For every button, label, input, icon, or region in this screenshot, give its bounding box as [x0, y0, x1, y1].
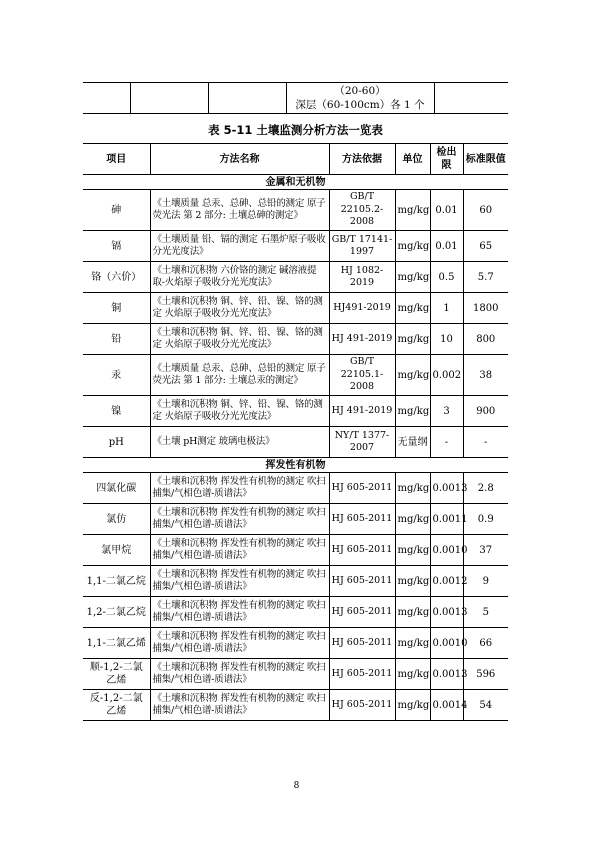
cell-unit: mg/kg	[395, 190, 430, 231]
fragment-line: 深层（60-100cm）各 1 个	[295, 99, 425, 111]
cell-basis: GB/T 17141-1997	[329, 231, 395, 262]
cell-standard-limit: 900	[463, 396, 508, 427]
cell-unit: mg/kg	[395, 293, 430, 324]
table-row	[83, 355, 508, 396]
cell-unit: mg/kg	[395, 690, 430, 721]
cell-detection-limit: 0.5	[430, 262, 463, 293]
cell-unit: mg/kg	[395, 324, 430, 355]
table-row	[83, 427, 508, 458]
cell-detection-limit: 3	[430, 396, 463, 427]
table-row	[83, 324, 508, 355]
fragment-cell	[434, 83, 508, 114]
cell-method: 《土壤和沉积物 挥发性有机物的测定 吹扫捕集/气相色谱-质谱法》	[150, 597, 329, 628]
table-row	[83, 190, 508, 231]
cell-standard-limit: 66	[463, 628, 508, 659]
table-row	[83, 262, 508, 293]
cell-method: 《土壤和沉积物 挥发性有机物的测定 吹扫捕集/气相色谱-质谱法》	[150, 535, 329, 566]
cell-method: 《土壤 pH测定 玻璃电极法》	[150, 427, 329, 458]
cell-method: 《土壤和沉积物 铜、锌、铅、镍、铬的测定 火焰原子吸收分光光度法》	[150, 293, 329, 324]
cell-detection-limit: 0.0010	[430, 535, 463, 566]
cell-detection-limit: 0.0013	[430, 473, 463, 504]
cell-basis: HJ 605-2011	[329, 473, 395, 504]
cell-method: 《土壤质量 总汞、总砷、总铅的测定 原子荧光法 第 2 部分: 土壤总砷的测定》	[150, 190, 329, 231]
fragment-line: （20-60）	[334, 85, 386, 97]
soil-analysis-method-table	[83, 143, 508, 721]
cell-unit: mg/kg	[395, 535, 430, 566]
cell-method: 《土壤和沉积物 挥发性有机物的测定 吹扫捕集/气相色谱-质谱法》	[150, 566, 329, 597]
cell-method: 《土壤和沉积物 挥发性有机物的测定 吹扫捕集/气相色谱-质谱法》	[150, 504, 329, 535]
cell-basis: HJ491-2019	[329, 293, 395, 324]
table-row	[83, 535, 508, 566]
cell-item: 1,1-二氯乙烯	[83, 628, 150, 659]
table-row	[83, 473, 508, 504]
cell-detection-limit: 10	[430, 324, 463, 355]
cell-method: 《土壤和沉积物 挥发性有机物的测定 吹扫捕集/气相色谱-质谱法》	[150, 690, 329, 721]
cell-item: 1,1-二氯乙烷	[83, 566, 150, 597]
cell-method: 《土壤和沉积物 挥发性有机物的测定 吹扫捕集/气相色谱-质谱法》	[150, 628, 329, 659]
cell-standard-limit: 5.7	[463, 262, 508, 293]
cell-detection-limit: 0.0013	[430, 597, 463, 628]
header-unit: 单位	[395, 144, 430, 175]
fragment-cell	[83, 83, 130, 114]
cell-basis: HJ 605-2011	[329, 659, 395, 690]
cell-item: 汞	[83, 355, 150, 396]
cell-method: 《土壤和沉积物 挥发性有机物的测定 吹扫捕集/气相色谱-质谱法》	[150, 659, 329, 690]
cell-standard-limit: 0.9	[463, 504, 508, 535]
cell-item: 1,2-二氯乙烷	[83, 597, 150, 628]
header-standard-limit: 标准限值	[463, 144, 508, 175]
cell-basis: HJ 605-2011	[329, 690, 395, 721]
table-row	[83, 659, 508, 690]
cell-detection-limit: 0.01	[430, 190, 463, 231]
cell-basis: NY/T 1377-2007	[329, 427, 395, 458]
table-row	[83, 628, 508, 659]
cell-basis: HJ 491-2019	[329, 396, 395, 427]
fragment-cell	[208, 83, 286, 114]
cell-standard-limit: -	[463, 427, 508, 458]
cell-standard-limit: 9	[463, 566, 508, 597]
cell-unit: mg/kg	[395, 473, 430, 504]
cell-method: 《土壤和沉积物 铜、锌、铅、镍、铬的测定 火焰原子吸收分光光度法》	[150, 396, 329, 427]
table-row	[83, 690, 508, 721]
cell-item: 四氯化碳	[83, 473, 150, 504]
table-header-row	[83, 144, 508, 175]
cell-detection-limit: 0.0011	[430, 504, 463, 535]
cell-method: 《土壤和沉积物 挥发性有机物的测定 吹扫捕集/气相色谱-质谱法》	[150, 473, 329, 504]
cell-standard-limit: 60	[463, 190, 508, 231]
table-caption: 表 5-11 土壤监测分析方法一览表	[208, 123, 383, 137]
section-header-row	[83, 458, 508, 473]
cell-item: 铜	[83, 293, 150, 324]
cell-item: 砷	[83, 190, 150, 231]
section-title: 挥发性有机物	[83, 458, 508, 473]
cell-unit: mg/kg	[395, 597, 430, 628]
cell-item: 镉	[83, 231, 150, 262]
cell-basis: HJ 491-2019	[329, 324, 395, 355]
cell-basis: HJ 605-2011	[329, 566, 395, 597]
cell-detection-limit: 0.0014	[430, 690, 463, 721]
cell-unit: mg/kg	[395, 566, 430, 597]
cell-standard-limit: 5	[463, 597, 508, 628]
cell-basis: HJ 1082-2019	[329, 262, 395, 293]
cell-item: 镍	[83, 396, 150, 427]
cell-basis: GB/T 22105.1-2008	[329, 355, 395, 396]
table-row	[83, 293, 508, 324]
cell-item: 氯仿	[83, 504, 150, 535]
cell-basis: GB/T 22105.2-2008	[329, 190, 395, 231]
cell-basis: HJ 605-2011	[329, 504, 395, 535]
cell-basis: HJ 605-2011	[329, 535, 395, 566]
cell-detection-limit: 0.0012	[430, 566, 463, 597]
cell-item: 反-1,2-二氯乙烯	[83, 690, 150, 721]
cell-method: 《土壤质量 总汞、总砷、总铅的测定 原子荧光法 第 1 部分: 土壤总汞的测定》	[150, 355, 329, 396]
cell-item: 铅	[83, 324, 150, 355]
cell-unit: mg/kg	[395, 231, 430, 262]
cell-method: 《土壤和沉积物 铜、锌、铅、镍、铬的测定 火焰原子吸收分光光度法》	[150, 324, 329, 355]
table-row	[83, 566, 508, 597]
cell-standard-limit: 65	[463, 231, 508, 262]
cell-detection-limit: -	[430, 427, 463, 458]
cell-standard-limit: 1800	[463, 293, 508, 324]
cell-unit: mg/kg	[395, 396, 430, 427]
cell-standard-limit: 800	[463, 324, 508, 355]
cell-unit: mg/kg	[395, 504, 430, 535]
cell-standard-limit: 54	[463, 690, 508, 721]
cell-item: 氯甲烷	[83, 535, 150, 566]
table-row	[83, 396, 508, 427]
cell-detection-limit: 1	[430, 293, 463, 324]
cell-detection-limit: 0.002	[430, 355, 463, 396]
header-basis: 方法依据	[329, 144, 395, 175]
cell-detection-limit: 0.0010	[430, 628, 463, 659]
header-method: 方法名称	[150, 144, 329, 175]
section-title: 金属和无机物	[83, 175, 508, 190]
cell-unit: mg/kg	[395, 659, 430, 690]
previous-table-fragment	[83, 82, 508, 114]
header-detection-limit: 检出限	[430, 144, 463, 175]
cell-unit: 无量纲	[395, 427, 430, 458]
cell-method: 《土壤和沉积物 六价铬的测定 碱溶液提取-火焰原子吸收分光光度法》	[150, 262, 329, 293]
cell-item: pH	[83, 427, 150, 458]
fragment-sampling-depth	[286, 83, 434, 114]
cell-standard-limit: 596	[463, 659, 508, 690]
header-item: 项目	[83, 144, 150, 175]
section-header-row	[83, 175, 508, 190]
table-row	[83, 504, 508, 535]
cell-unit: mg/kg	[395, 262, 430, 293]
cell-detection-limit: 0.01	[430, 231, 463, 262]
cell-standard-limit: 38	[463, 355, 508, 396]
cell-detection-limit: 0.0013	[430, 659, 463, 690]
cell-basis: HJ 605-2011	[329, 628, 395, 659]
table-row	[83, 597, 508, 628]
table-row	[83, 231, 508, 262]
cell-standard-limit: 37	[463, 535, 508, 566]
cell-method: 《土壤质量 铅、镉的测定 石墨炉原子吸收分光光度法》	[150, 231, 329, 262]
cell-item: 铬（六价）	[83, 262, 150, 293]
page-number: 8	[293, 781, 300, 791]
fragment-cell	[130, 83, 208, 114]
cell-unit: mg/kg	[395, 628, 430, 659]
cell-item: 顺-1,2-二氯乙烯	[83, 659, 150, 690]
cell-unit: mg/kg	[395, 355, 430, 396]
cell-basis: HJ 605-2011	[329, 597, 395, 628]
cell-standard-limit: 2.8	[463, 473, 508, 504]
fragment-row	[83, 83, 508, 114]
